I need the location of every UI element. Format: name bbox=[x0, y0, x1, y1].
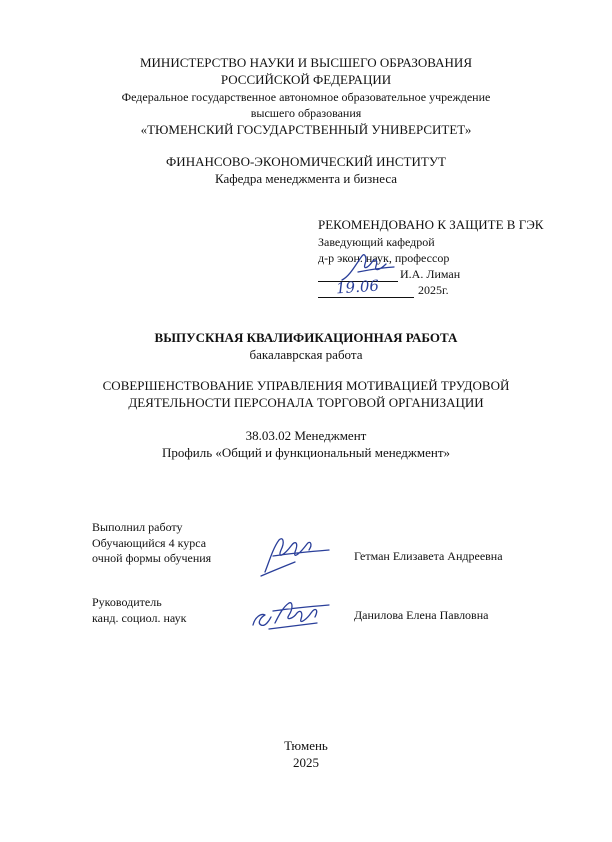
footer-city: Тюмень bbox=[284, 738, 328, 753]
author-line-2: Обучающийся 4 курса bbox=[92, 536, 207, 550]
approval-title: РЕКОМЕНДОВАНО К ЗАЩИТЕ В ГЭК bbox=[318, 217, 544, 232]
institution-line-2: высшего образования bbox=[250, 106, 362, 120]
department-name: Кафедра менеджмента и бизнеса bbox=[214, 171, 398, 186]
supervisor-line-2: канд. социол. наук bbox=[92, 611, 187, 625]
approval-degree: д-р экон. наук, профессор bbox=[318, 251, 450, 265]
author-line-1: Выполнил работу bbox=[92, 520, 183, 534]
work-title-line-1: СОВЕРШЕНСТВОВАНИЕ УПРАВЛЕНИЯ МОТИВАЦИЕЙ ТРУДОВОЙ bbox=[102, 378, 510, 393]
work-profile: Профиль «Общий и функциональный менеджмент» bbox=[161, 445, 451, 460]
ministry-line-1: МИНИСТЕРСТВО НАУКИ И ВЫСШЕГО ОБРАЗОВАНИЯ bbox=[139, 55, 472, 70]
author-name: Гетман Елизавета Андреевна bbox=[354, 549, 503, 563]
work-specialty: 38.03.02 Менеджмент bbox=[245, 428, 367, 443]
approval-date-line bbox=[318, 297, 414, 298]
institution-line-1: Федеральное государственное автономное образовательное учреждение bbox=[121, 90, 491, 104]
approval-date-handwritten: 19.06 bbox=[335, 276, 380, 298]
work-title-line-2: ДЕЯТЕЛЬНОСТИ ПЕРСОНАЛА ТОРГОВОЙ ОРГАНИЗАЦИИ bbox=[128, 395, 484, 410]
footer-year: 2025 bbox=[293, 755, 319, 770]
ministry-line-2: РОССИЙСКОЙ ФЕДЕРАЦИИ bbox=[220, 72, 392, 87]
supervisor-line-1: Руководитель bbox=[92, 595, 162, 609]
work-type: ВЫПУСКНАЯ КВАЛИФИКАЦИОННАЯ РАБОТА bbox=[154, 330, 458, 345]
work-subtype: бакалаврская работа bbox=[249, 347, 363, 362]
university-name: «ТЮМЕНСКИЙ ГОСУДАРСТВЕННЫЙ УНИВЕРСИТЕТ» bbox=[140, 122, 472, 137]
supervisor-signature-icon bbox=[245, 595, 335, 635]
supervisor-name: Данилова Елена Павловна bbox=[354, 608, 489, 622]
approval-position: Заведующий кафедрой bbox=[318, 235, 435, 249]
approval-year: 2025г. bbox=[418, 283, 449, 297]
author-signature-icon bbox=[255, 532, 335, 580]
author-line-3: очной формы обучения bbox=[92, 551, 212, 565]
approval-name: И.А. Лиман bbox=[400, 267, 461, 281]
institute-name: ФИНАНСОВО-ЭКОНОМИЧЕСКИЙ ИНСТИТУТ bbox=[166, 154, 446, 169]
